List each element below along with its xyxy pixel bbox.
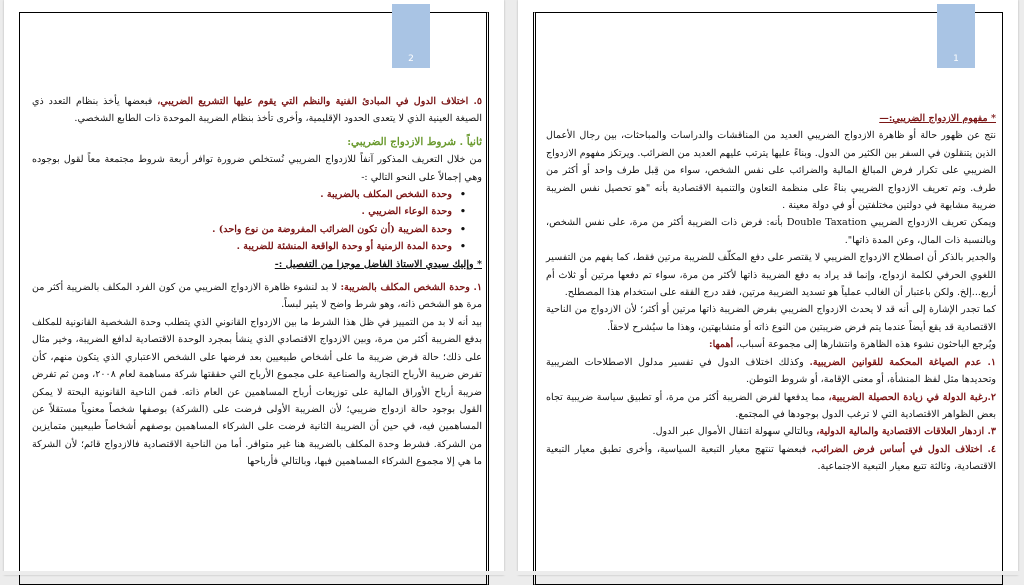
list-item: • وحدة المدة الزمنية أو وحدة الواقعة المنشئة للضريبة .: [32, 238, 452, 255]
document-page-2: [4, 0, 504, 575]
list-item: [546, 354, 996, 389]
page-number-tab: [937, 4, 975, 68]
causes-list: [546, 354, 996, 476]
paragraph-5-heading: ٥. اختلاف الدول في المبادئ الفنية والنظم التي يقوم عليها التشريع الضريبي،: [157, 96, 482, 107]
list-item: [546, 423, 996, 440]
cause-heading: ١. عدم الصياغة المحكمة للقوانين الضريبية.: [809, 356, 996, 368]
paragraph-5-body: فبعضها يأخذ بنظام التعدد ذي الصيغة العينية الذي لا يتعدى الحدود الإقليمية، وأخرى تأخذ بنظام الضريبة الموحدة ذات الطابع الشخصي.: [32, 96, 482, 125]
causes-label: أهمها:: [709, 339, 734, 351]
list-item: • وحدة الشخص المكلف بالضريبة .: [32, 186, 452, 203]
concept-paragraph: نتج عن ظهور حالة أو ظاهرة الازدواج الضريبي العديد من المناقشات والدراسات والمباحثات، بين رجال الأعمال الذين يتنقلون في السفر بين الكثير من الدول. وبناءً عليها يترتب عليهم العديد من الضرائب. ويرتكز مفهوم الازدواج الضريبي على تكرار فرض المبالغ المالية والضرائب على نفس الشخص، سواء من قِبل طرف واحد أو أكثر من طرف. وتم تعريف الازدواج الضريبي بناءً على منظمة التعاون والتنمية الاقتصادية بأنه "هو تحصيل نفس الضريبة ضريبة مشابهة في دولتين مختلفتين أو في دولة معينة .: [546, 130, 996, 212]
conditions-list: [32, 186, 482, 256]
page-number-tab: [392, 4, 430, 68]
paragraph-5: [32, 93, 482, 128]
cause-heading: ٢.رغبة الدولة في زيادة الحصيلة الضريبية،: [828, 391, 996, 403]
condition-1-heading: ١. وحدة الشخص المكلف بالضريبة:: [340, 282, 482, 294]
list-item: • وحدة الوعاء الضريبي .: [32, 203, 452, 220]
cause-heading: ٤. اختلاف الدول في أساس فرض الضرائب،: [811, 443, 996, 455]
list-item: [546, 441, 996, 476]
causes-intro: [546, 336, 996, 353]
list-item: [546, 389, 996, 424]
viewer-bottom-edge: [0, 571, 1024, 575]
concept-heading: * مفهوم الازدواج الضريبي:—: [879, 113, 996, 124]
condition-1-detail: بيد أنه لا بد من التمييز في ظل هذا الشرط ما بين الازدواج القانوني الذي يتطلب وحدة الشخصية القانونية للمكلف بدفع الضريبة أكثر من مرة، وبين الازدواج الاقتصادي الذي ينشأ بمجرد الوحدة الاقتصادية لدافع الضريبة، وخير مثال على ذلك؛ حالة فرض ضريبة ما على أشخاص طبيعيين بعد فرضها على الشخص الاعتباري الذي يتكون منهم، كأن تفرض ضريبة الأرباح التجارية والصناعية على مجموع الأرباح التي حققتها شركة مساهمة لعام ٢٠٠٨، ومن ثم تفرض ضريبة أرباح الأوراق المالية على توزيعات أرباح المساهمين عن العام ذاته. فمن الناحية القانونية البحتة لا يمكن القول بوجود حالة ازدواج ضريبي؛ لأن الضريبة الأولى فرضت على (الشركة) بوصفها شخصاً معنوياً مستقلاً عن المساهمين فيه، في حين أن الضريبة الثانية فرضت على الشركاء المساهمين بوصفهم أشخاصاً طبيعيين متمايزين من الشركة. فشرط وحدة المكلف بالضريبة هنا غير متوافر. أما من الناحية الاقتصادية فالازدواج قائم؛ لأن الشركة ما هي إلا مجموع الشركاء المساهمين فيها، وبالتالي فأرباحها: [32, 316, 482, 468]
condition-1-paragraph: [32, 279, 482, 314]
page-1-text: [546, 110, 996, 476]
page-number: 1: [953, 54, 959, 64]
cause-body: وبالتالي سهولة انتقال الأموال عبر الدول.: [652, 426, 817, 438]
cause-body: مما يدفعها لفرض الضريبة أكثر من مرة، أو تطبيق سياسة ضريبية تجاه بعض الظواهر الاقتصادية التي لا ترغب الدول بوجودها في المجتمع.: [546, 391, 996, 420]
cause-body: وكذلك اختلاف الدول في تفسير مدلول الاصطلاحات الضريبية وتحديدها مثل لفظ المنشأة، أو معنى الإقامة، أو شروط التوطن.: [546, 356, 996, 386]
detail-intro: * وإليك سيدي الاستاذ الفاضل موجزا من التفصيل :-: [274, 258, 482, 270]
document-page-1: [518, 0, 1018, 575]
conditions-intro: من خلال التعريف المذكور آنفاً للازدواج الضريبي نُستخلص ضرورة توافر أربعة شروط مجتمعة معاً لقول بوجوده وهي إجمالاً على النحو التالي :-: [32, 154, 482, 183]
definition-paragraph: ويمكن تعريف الازدواج الضريبي Double Taxation بأنه: فرض ذات الضريبة أكثر من مرة، على نفس الشخص، وبالنسبة ذات المال، وعن المدة ذاتها".: [546, 217, 996, 246]
page-2-text: [32, 93, 482, 471]
economic-paragraph: كما تجدر الإشارة إلى أنه قد لا يحدث الازدواج الضريبي بفرض الضريبة ذاتها مرتين أو أكثر؛ لأن الازدواج من الناحية الاقتصادية قد يقع أيضاً عندما يتم فرض ضريبتين من النوع ذاته أو متشابهتين، وهذا ما سيُشرح لاحقاً.: [546, 304, 996, 333]
cause-body: فبعضها تنتهج معيار التبعية السياسية، وأخرى تطبق معيار التبعية الاقتصادية، وثالثة تتبع معيار التبعية الاجتماعية.: [546, 443, 996, 473]
list-item: • وحدة الضريبة (أن تكون الضرائب المفروضة من نوع واحد) .: [32, 221, 452, 238]
causes-intro-text: ويُرجع الباحثون نشوء هذه الظاهرة وانتشارها إلى مجموعة أسباب،: [733, 339, 996, 351]
page-number: 2: [408, 54, 414, 64]
note-paragraph: والجدير بالذكر أن اصطلاح الازدواج الضريبي لا يقتصر على دفع المكلّف للضريبة مرتين فقط، كما يفهم من التفسير اللغوي الحرفي لكلمة ازدواج، وإنما قد يراد به دفع الضريبة ذاتها لأكثر من مرة، سواء تم دفعها مرتين أو ثلاث أم أربع...إلخ. ولكن باعتبار أن الغالب عملياً هو تسديد الضريبة مرتين، فقد درج الفقه على استخدام هذا المصطلح.: [546, 252, 996, 299]
section-title-conditions: ثانياً . شروط الازدواج الضريبي:: [347, 135, 482, 148]
cause-heading: ٣. ازدهار العلاقات الاقتصادية والمالية الدولية،: [816, 426, 996, 438]
condition-1-body: لا بد لنشوء ظاهرة الازدواج الضريبي من كون الفرد المكلف بالضريبة أكثر من مرة هو الشخص ذاته، وهو شرط واضح لا يثير لبساً.: [32, 282, 482, 311]
